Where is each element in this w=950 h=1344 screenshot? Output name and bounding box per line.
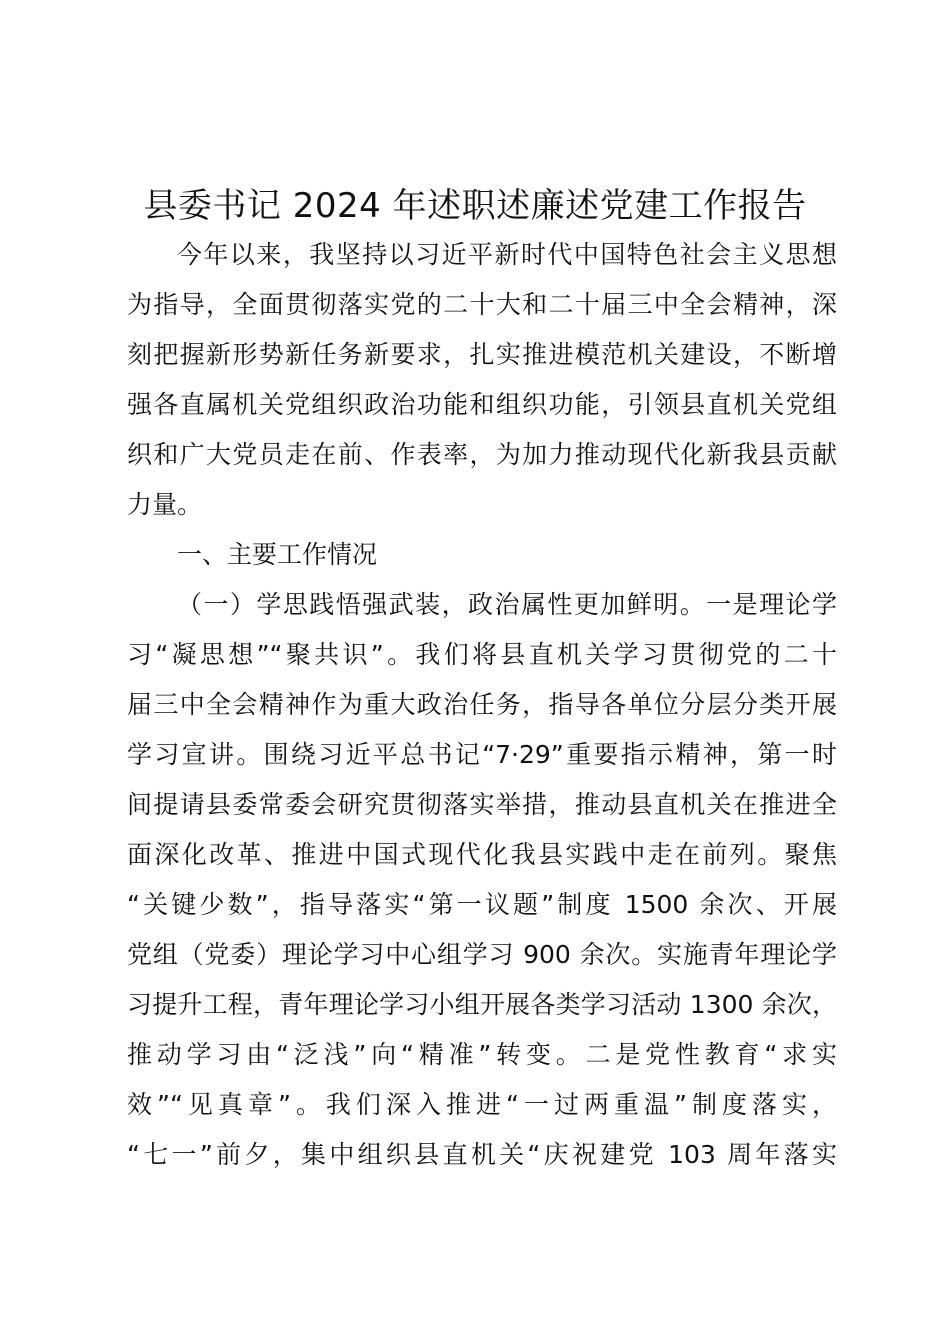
body-line-1: 今年以来，我坚持以习近平新时代中国特色社会主义思想 [177,240,837,269]
body-line-15: 党组（党委）理论学习中心组学习 900 余次。实施青年理论学 [127,940,837,969]
body-line-8: （一）学思践悟强武装，政治属性更加鲜明。一是理论学 [177,590,837,619]
section-heading: 一、主要工作情况 [177,540,378,569]
body-line-11: 学习宣讲。围绕习近平总书记“7·29”重要指示精神，第一时 [127,740,837,769]
body-line-12: 间提请县委常委会研究贯彻落实举措，推动县直机关在推进全 [127,790,837,819]
body-line-17: 推动学习由“泛浅”向“精准”转变。二是党性教育“求实 [127,1040,837,1069]
body-line-2: 为指导，全面贯彻落实党的二十大和二十届三中全会精神，深 [127,290,837,319]
body-line-6: 力量。 [127,490,203,519]
body-line-10: 届三中全会精神作为重大政治任务，指导各单位分层分类开展 [127,690,837,719]
body-line-19: “七一”前夕，集中组织县直机关“庆祝建党 103 周年落实 [127,1140,837,1169]
body-line-4: 强各直属机关党组织政治功能和组织功能，引领县直机关党组 [127,390,837,419]
body-line-9: 习“凝思想”“聚共识”。我们将县直机关学习贯彻党的二十 [127,640,837,669]
document-title: 县委书记 2024 年述职述廉述党建工作报告 [143,186,807,226]
body-line-5: 织和广大党员走在前、作表率，为加力推动现代化新我县贡献 [127,440,837,469]
body-line-18: 效”“见真章”。我们深入推进“一过两重温”制度落实， [127,1090,837,1119]
body-line-13: 面深化改革、推进中国式现代化我县实践中走在前列。聚焦 [127,840,837,869]
body-line-14: “关键少数”，指导落实“第一议题”制度 1500 余次、开展 [127,890,837,919]
body-line-3: 刻把握新形势新任务新要求，扎实推进模范机关建设，不断增 [127,340,837,369]
body-line-16: 习提升工程，青年理论学习小组开展各类学习活动 1300 余次， [127,990,837,1019]
document-body [127,230,837,1180]
